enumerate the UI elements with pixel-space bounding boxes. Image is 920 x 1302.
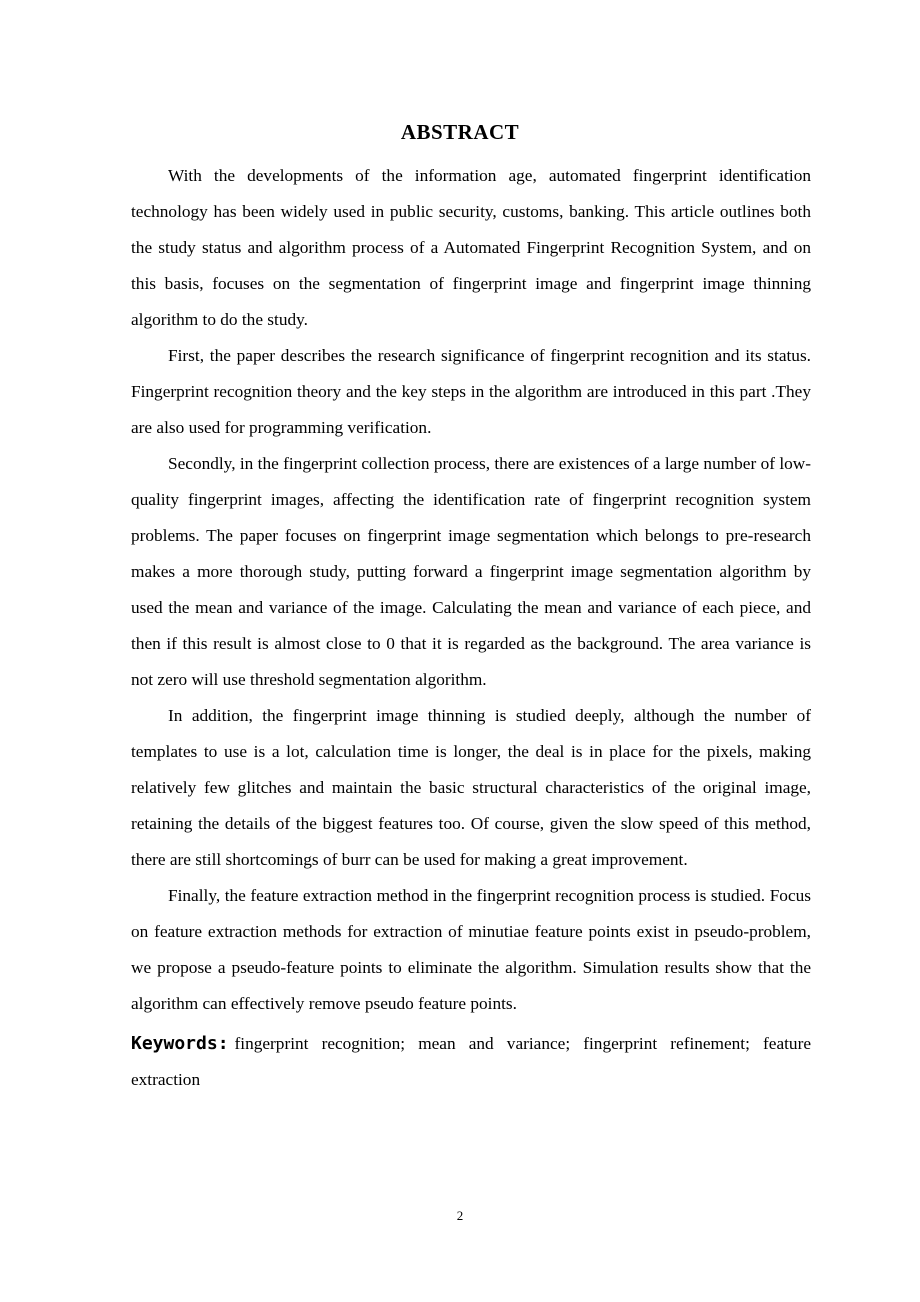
abstract-paragraph-4: In addition, the fingerprint image thinning is studied deeply, although the number of templates to use is a lot, calculation time is longer, the deal is in place for the pixels, making relatively few glitches and maintain the basic structural characteristics of the original image, retaining the details of the biggest features too. Of course, given the slow speed of this method, there are still shortcomings of burr can be used for making a great improvement. <box>131 706 811 869</box>
keywords-text: fingerprint recognition; mean and variance; fingerprint refinement; feature extraction <box>131 1034 811 1089</box>
page-number: 2 <box>456 1208 464 1223</box>
abstract-body <box>131 158 811 1098</box>
page-title: ABSTRACT <box>400 120 520 144</box>
abstract-paragraph-3: Secondly, in the fingerprint collection process, there are existences of a large number of low-quality fingerprint images, affecting the identification rate of fingerprint recognition system problems. The paper focuses on fingerprint image segmentation which belongs to pre-research makes a more thorough study, putting forward a fingerprint image segmentation algorithm by used the mean and variance of the image. Calculating the mean and variance of each piece, and then if this result is almost close to 0 that it is regarded as the background. The area variance is not zero will use threshold segmentation algorithm. <box>131 454 811 689</box>
keywords-line <box>131 1026 811 1098</box>
abstract-paragraph-1: With the developments of the information age, automated fingerprint identification technology has been widely used in public security, customs, banking. This article outlines both the study status and algorithm process of a Automated Fingerprint Recognition System, and on this basis, focuses on the segmentation of fingerprint image and fingerprint image thinning algorithm to do the study. <box>131 166 811 329</box>
abstract-paragraph-2: First, the paper describes the research significance of fingerprint recognition and its status. Fingerprint recognition theory and the key steps in the algorithm are introduced in this part .They are also used for programming verification. <box>131 346 811 437</box>
keywords-label: Keywords: <box>131 1033 229 1054</box>
abstract-paragraph-5: Finally, the feature extraction method in the fingerprint recognition process is studied. Focus on feature extraction methods for extraction of minutiae feature points exist in pseudo-problem, we propose a pseudo-feature points to eliminate the algorithm. Simulation results show that the algorithm can effectively remove pseudo feature points. <box>131 886 811 1013</box>
